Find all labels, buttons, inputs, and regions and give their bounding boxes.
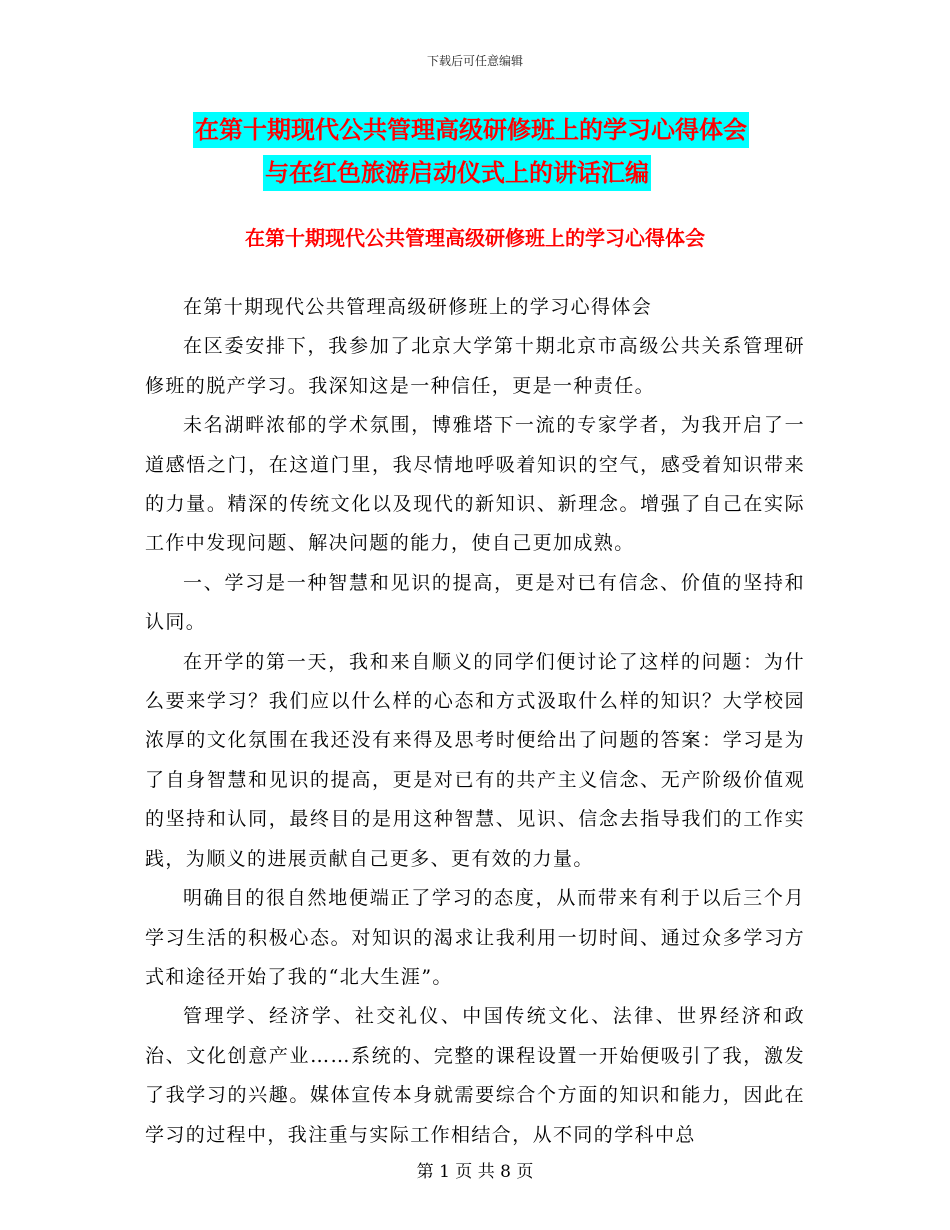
page-header-note: 下载后可任意编辑 (426, 54, 523, 68)
paragraph: 在区委安排下，我参加了北京大学第十期北京市高级公共关系管理研修班的脱产学习。我深知这是一种信任，更是一种责任。 (145, 335, 805, 397)
paragraph: 明确目的很自然地便端正了学习的态度，从而带来有利于以后三个月学习生活的积极心态。对知识的渴求让我利用一切时间、通过众多学习方式和途径开始了我的“北大生涯”。 (145, 887, 805, 988)
main-title-line-2: 与在红色旅游启动仪式上的讲话汇编 (263, 155, 651, 191)
paragraph: 在开学的第一天，我和来自顺义的同学们便讨论了这样的问题：为什么要来学习？我们应以什么样的心态和方式汲取什么样的知识？大学校园浓厚的文化氛围在我还没有来得及思考时便给出了问题的答案：学习是为了自身智慧和见识的提高，更是对已有的共产主义信念、无产阶级价值观的坚持和认同，最终目的是用这种智慧、见识、信念去指导我们的工作实践，为顺义的进展贡献自己更多、更有效的力量。 (145, 650, 805, 870)
main-title-line-1: 在第十期现代公共管理高级研修班上的学习心得体会 (193, 112, 749, 148)
page-footer: 第 1 页 共 8 页 (416, 1162, 534, 1182)
paragraph: 管理学、经济学、社交礼仪、中国传统文化、法律、世界经济和政治、文化创意产业……系统的、完整的课程设置一开始便吸引了我，激发了我学习的兴趣。媒体宣传本身就需要综合个方面的知识和能力，因此在学习的过程中，我注重与实际工作相结合，从不同的学科中总 (145, 1005, 805, 1146)
paragraph: 未名湖畔浓郁的学术氛围，博雅塔下一流的专家学者，为我开启了一道感悟之门，在这道门里，我尽情地呼吸着知识的空气，感受着知识带来的力量。精深的传统文化以及现代的新知识、新理念。增强了自己在实际工作中发现问题、解决问题的能力，使自己更加成熟。 (145, 414, 805, 555)
body-text (145, 288, 805, 1155)
section-title: 在第十期现代公共管理高级研修班上的学习心得体会 (245, 226, 705, 250)
paragraph: 在第十期现代公共管理高级研修班上的学习心得体会 (183, 296, 653, 318)
paragraph: 一、学习是一种智慧和见识的提高，更是对已有信念、价值的坚持和认同。 (145, 571, 805, 634)
